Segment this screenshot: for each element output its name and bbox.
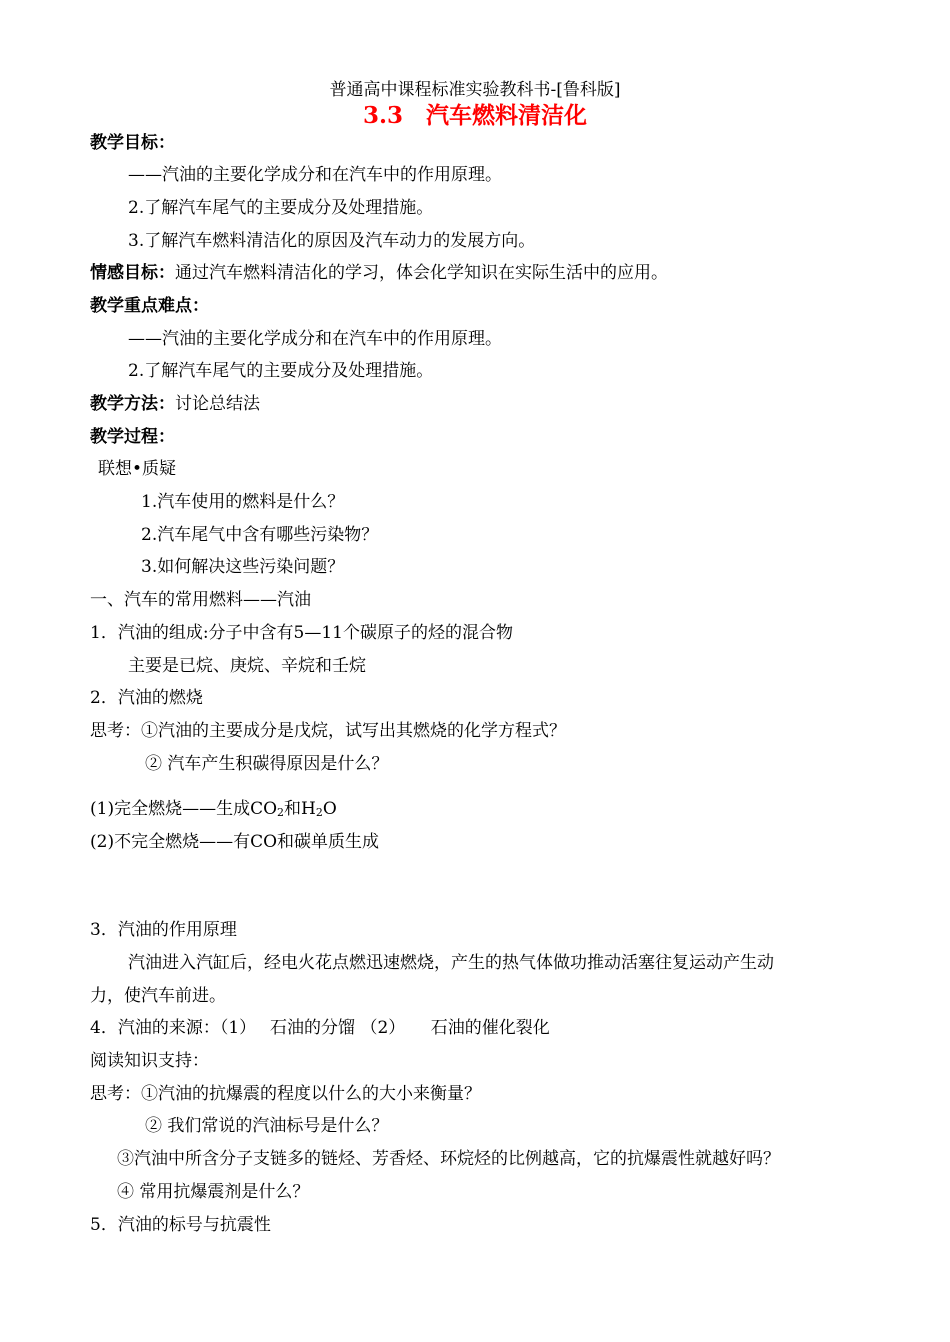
method-label: 教学方法： <box>90 394 175 414</box>
key-point-item: 2.了解汽车尾气的主要成分及处理措施。 <box>128 361 434 381</box>
method-text: 讨论总结法 <box>175 394 260 414</box>
objectives-label: 教学目标： <box>90 133 175 153</box>
process-label: 教学过程： <box>90 427 175 447</box>
principle-paragraph: 汽油进入汽缸后，经电火花点燃迅速燃烧，产生的热气体做功推动活塞往复运动产生动 <box>128 953 774 973</box>
think-question: ④ 常用抗爆震剂是什么？ <box>117 1182 310 1202</box>
subsection-grade: 5．汽油的标号与抗震性 <box>90 1215 271 1235</box>
key-point-item: ——汽油的主要化学成分和在汽车中的作用原理。 <box>128 329 502 349</box>
think-question: ③汽油中所含分子支链多的链烃、芳香烃、环烷烃的比例越高，它的抗爆震性就越好吗？ <box>117 1149 780 1169</box>
think-question: ② 我们常说的汽油标号是什么？ <box>145 1116 389 1136</box>
incomplete-combustion: (2)不完全燃烧——有CO和碳单质生成 <box>90 832 380 852</box>
section-heading: 一、汽车的常用燃料——汽油 <box>90 590 311 610</box>
complete-combustion <box>90 797 337 821</box>
emotion-objective <box>90 261 668 285</box>
subsection-combustion: 2．汽油的燃烧 <box>90 688 203 708</box>
objective-item: 3.了解汽车燃料清洁化的原因及汽车动力的发展方向。 <box>128 231 536 251</box>
question-item: 2.汽车尾气中含有哪些污染物？ <box>141 525 379 545</box>
combustion-text: O <box>322 799 337 819</box>
emotion-text: 通过汽车燃料清洁化的学习，体会化学知识在实际生活中的应用。 <box>175 263 668 283</box>
lianxiang-heading: 联想•质疑 <box>98 459 177 479</box>
reading-support: 阅读知识支持： <box>90 1051 209 1071</box>
question-item: 1.汽车使用的燃料是什么？ <box>141 492 345 512</box>
emotion-label: 情感目标： <box>90 263 175 283</box>
key-points-label: 教学重点难点： <box>90 296 209 316</box>
principle-paragraph: 力，使汽车前进。 <box>90 986 226 1006</box>
objective-item: ——汽油的主要化学成分和在汽车中的作用原理。 <box>128 165 502 185</box>
think-question: 思考：①汽油的抗爆震的程度以什么的大小来衡量？ <box>90 1084 481 1104</box>
think-question: ② 汽车产生积碳得原因是什么？ <box>145 754 389 774</box>
series-title: 普通高中课程标准实验教科书-[鲁科版] <box>329 80 621 100</box>
subsection-principle: 3．汽油的作用原理 <box>90 920 237 940</box>
lesson-title: 3.3 汽车燃料清洁化 <box>362 102 587 129</box>
think-question: 思考：①汽油的主要成分是戊烷，试写出其燃烧的化学方程式？ <box>90 721 566 741</box>
subscript: 2 <box>315 806 323 819</box>
teaching-method <box>90 392 260 416</box>
combustion-text: (1)完全燃烧——生成CO <box>90 799 278 819</box>
subscript: 2 <box>277 806 285 819</box>
question-item: 3.如何解决这些污染问题？ <box>141 557 345 577</box>
subsection-source: 4．汽油的来源：（1） 石油的分馏 （2） 石油的催化裂化 <box>90 1018 550 1038</box>
objective-item: 2.了解汽车尾气的主要成分及处理措施。 <box>128 198 434 218</box>
composition-detail: 主要是已烷、庚烷、辛烷和壬烷 <box>128 656 366 676</box>
combustion-text: 和H <box>284 799 316 819</box>
subsection-composition: 1．汽油的组成:分子中含有5—11个碳原子的烃的混合物 <box>90 623 513 643</box>
